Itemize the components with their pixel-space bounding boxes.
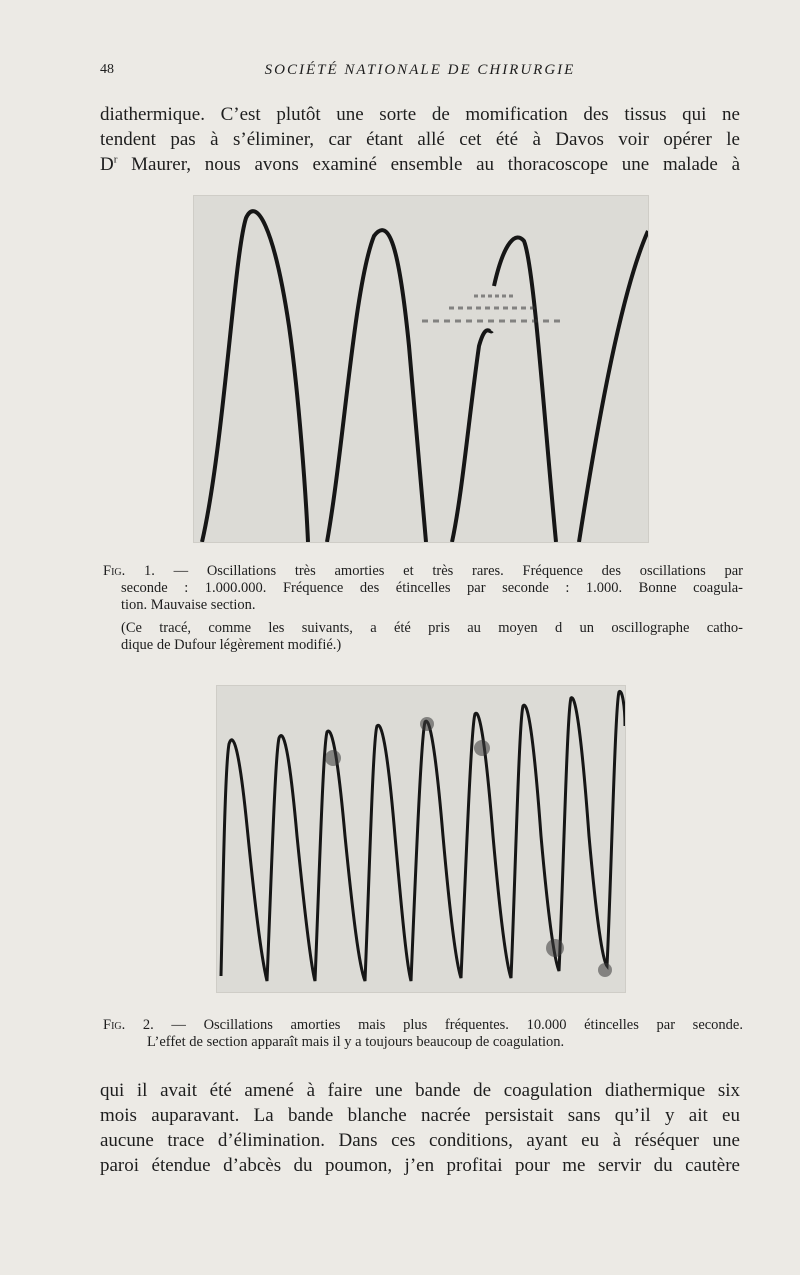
figure-1-caption	[103, 563, 743, 654]
paragraph-bottom	[100, 1078, 740, 1178]
spark-artifact	[422, 296, 564, 321]
figure-label: Fig. 1.	[103, 563, 155, 579]
text-line: tendent pas à s’éliminer, car étant allé cet été à Davos voir opérer le	[100, 129, 740, 150]
figure-2-caption	[103, 1017, 743, 1051]
caption-note-line: dique de Dufour légèrement modifié.)	[121, 637, 342, 653]
caption-note-line: (Ce tracé, comme les suivants, a été pris au moyen d un oscillographe catho-	[121, 620, 743, 636]
figure-2-oscillogram	[216, 685, 626, 993]
caption-line: L’effet de section apparaît mais il y a toujours beaucoup de coagulation.	[147, 1034, 565, 1050]
figure-2-trace	[217, 686, 625, 992]
text-line-rest: Maurer, nous avons examiné ensemble au thoracoscope une malade à	[131, 154, 740, 175]
text-line: qui il avait été amené à faire une bande de coagulation diathermique six	[100, 1080, 740, 1101]
dr-superscript: r	[113, 153, 118, 166]
oscillation-trace	[452, 330, 492, 542]
oscillation-trace	[579, 231, 648, 542]
caption-note	[103, 620, 743, 654]
caption-line	[103, 563, 743, 580]
oscillation-trace	[327, 230, 426, 542]
page-header	[100, 62, 740, 84]
figure-1-oscillogram	[193, 195, 649, 543]
paragraph-top	[100, 102, 740, 177]
text-line: diathermique. C’est plutôt une sorte de momification des tissus qui ne	[100, 104, 740, 125]
caption-line: seconde : 1.000.000. Fréquence des étincelles par seconde : 1.000. Bonne coagula-	[121, 580, 743, 596]
text-line	[100, 152, 740, 177]
figure-1-trace	[194, 196, 648, 542]
oscillation-trace	[494, 237, 556, 542]
page-number: 48	[100, 62, 114, 77]
oscillation-trace	[221, 691, 625, 981]
caption-text: — Oscillations très amorties et très rares. Fréquence des oscillations par	[173, 563, 743, 579]
caption-text: — Oscillations amorties mais plus fréquentes. 10.000 étincelles par seconde.	[171, 1017, 743, 1033]
figure-label: Fig. 2.	[103, 1017, 154, 1033]
text-line: mois auparavant. La bande blanche nacrée persistait sans qu’il y ait eu	[100, 1105, 740, 1126]
text-line: aucune trace d’élimination. Dans ces conditions, ayant eu à réséquer une	[100, 1130, 740, 1151]
dr-prefix: D	[100, 154, 114, 175]
caption-line: tion. Mauvaise section.	[121, 597, 256, 613]
running-head: SOCIÉTÉ NATIONALE DE CHIRURGIE	[264, 62, 576, 78]
caption-line	[103, 1017, 743, 1034]
oscillation-trace	[202, 211, 308, 542]
text-line: paroi étendue d’abcès du poumon, j’en profitai pour me servir du cautère	[100, 1155, 740, 1176]
